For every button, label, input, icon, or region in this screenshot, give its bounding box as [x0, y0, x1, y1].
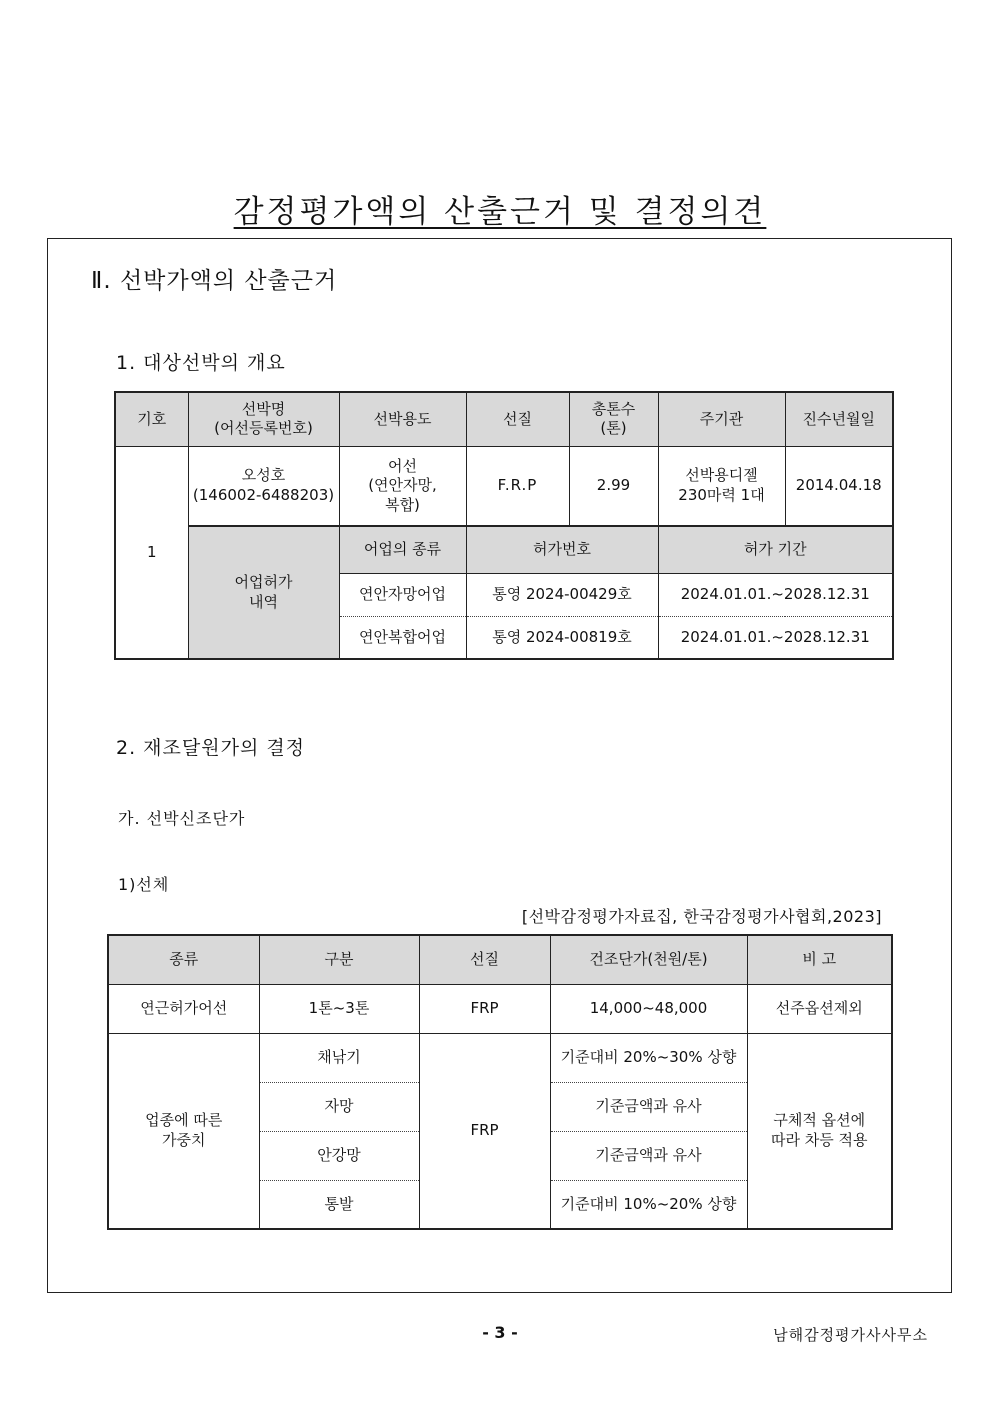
header-cell: 선박용도 [339, 392, 466, 446]
subsection-heading-1: 1. 대상선박의 개요 [116, 352, 286, 374]
vessel-tonnage: 2.99 [569, 446, 658, 526]
header-cell: 건조단가(천원/톤) [550, 935, 747, 984]
permit-header-row [115, 526, 893, 573]
header-cell: 어업의 종류 [339, 526, 466, 573]
header-cell: 종류 [108, 935, 259, 984]
header-cell: 기호 [115, 392, 188, 446]
vessel-engine: 선박용디젤 230마력 1대 [658, 446, 785, 526]
permit-period: 2024.01.01.~2028.12.31 [658, 616, 893, 659]
table-header-row [108, 935, 892, 984]
header-cell: 주기관 [658, 392, 785, 446]
group-note: 구체적 옵션에 따라 차등 적용 [747, 1033, 892, 1229]
table-row [108, 984, 892, 1033]
price-cell: 14,000~48,000 [550, 984, 747, 1033]
permit-number: 통영 2024-00429호 [466, 573, 658, 616]
vessel-use: 어선 (연안자망, 복합) [339, 446, 466, 526]
range-cell: 1톤~3톤 [259, 984, 419, 1033]
group-label: 업종에 따른 가중치 [108, 1033, 259, 1229]
item-price: 기준금액과 유사 [550, 1082, 747, 1131]
header-cell: 선질 [419, 935, 550, 984]
item-price: 기준대비 10%~20% 상향 [550, 1180, 747, 1229]
subsection-heading-2: 2. 재조달원가의 결정 [116, 737, 306, 759]
page-number: - 3 - [482, 1323, 518, 1342]
section-heading: Ⅱ. 선박가액의 산출근거 [91, 268, 338, 294]
permit-type: 연안복합어업 [339, 616, 466, 659]
permit-type: 연안자망어업 [339, 573, 466, 616]
table-row [115, 446, 893, 526]
permit-label: 어업허가 내역 [188, 526, 339, 659]
note-cell: 선주옵션제외 [747, 984, 892, 1033]
vessel-overview-table [114, 391, 894, 660]
row-number: 1 [115, 446, 188, 659]
subsection-heading-2a: 가. 선박신조단가 [118, 809, 246, 828]
item-name: 안강망 [259, 1131, 419, 1180]
header-cell: 진수년월일 [785, 392, 893, 446]
header-cell: 선박명 (어선등록번호) [188, 392, 339, 446]
header-cell: 허가번호 [466, 526, 658, 573]
header-cell: 허가 기간 [658, 526, 893, 573]
item-name: 자망 [259, 1082, 419, 1131]
group-material: FRP [419, 1033, 550, 1229]
material-cell: FRP [419, 984, 550, 1033]
item-price: 기준대비 20%~30% 상향 [550, 1033, 747, 1082]
header-cell: 총톤수 (톤) [569, 392, 658, 446]
office-name: 남해감정평가사사무소 [773, 1326, 928, 1344]
header-cell: 비 고 [747, 935, 892, 984]
permit-number: 통영 2024-00819호 [466, 616, 658, 659]
page-title: 감정평가액의 산출근거 및 결정의견 [233, 194, 767, 230]
header-cell: 선질 [466, 392, 569, 446]
subsection-heading-2a1: 1)선체 [118, 875, 170, 894]
permit-period: 2024.01.01.~2028.12.31 [658, 573, 893, 616]
table-header-row [115, 392, 893, 446]
item-name: 통발 [259, 1180, 419, 1229]
source-citation: [선박감정평가자료집, 한국감정평가사협회,2023] [521, 907, 882, 926]
item-price: 기준금액과 유사 [550, 1131, 747, 1180]
item-name: 채낚기 [259, 1033, 419, 1082]
kind-cell: 연근허가어선 [108, 984, 259, 1033]
vessel-material: F.R.P [466, 446, 569, 526]
header-cell: 구분 [259, 935, 419, 984]
unit-price-table [107, 934, 893, 1230]
table-row [108, 1033, 892, 1082]
vessel-name: 오성호 (146002-6488203) [188, 446, 339, 526]
vessel-launch-date: 2014.04.18 [785, 446, 893, 526]
